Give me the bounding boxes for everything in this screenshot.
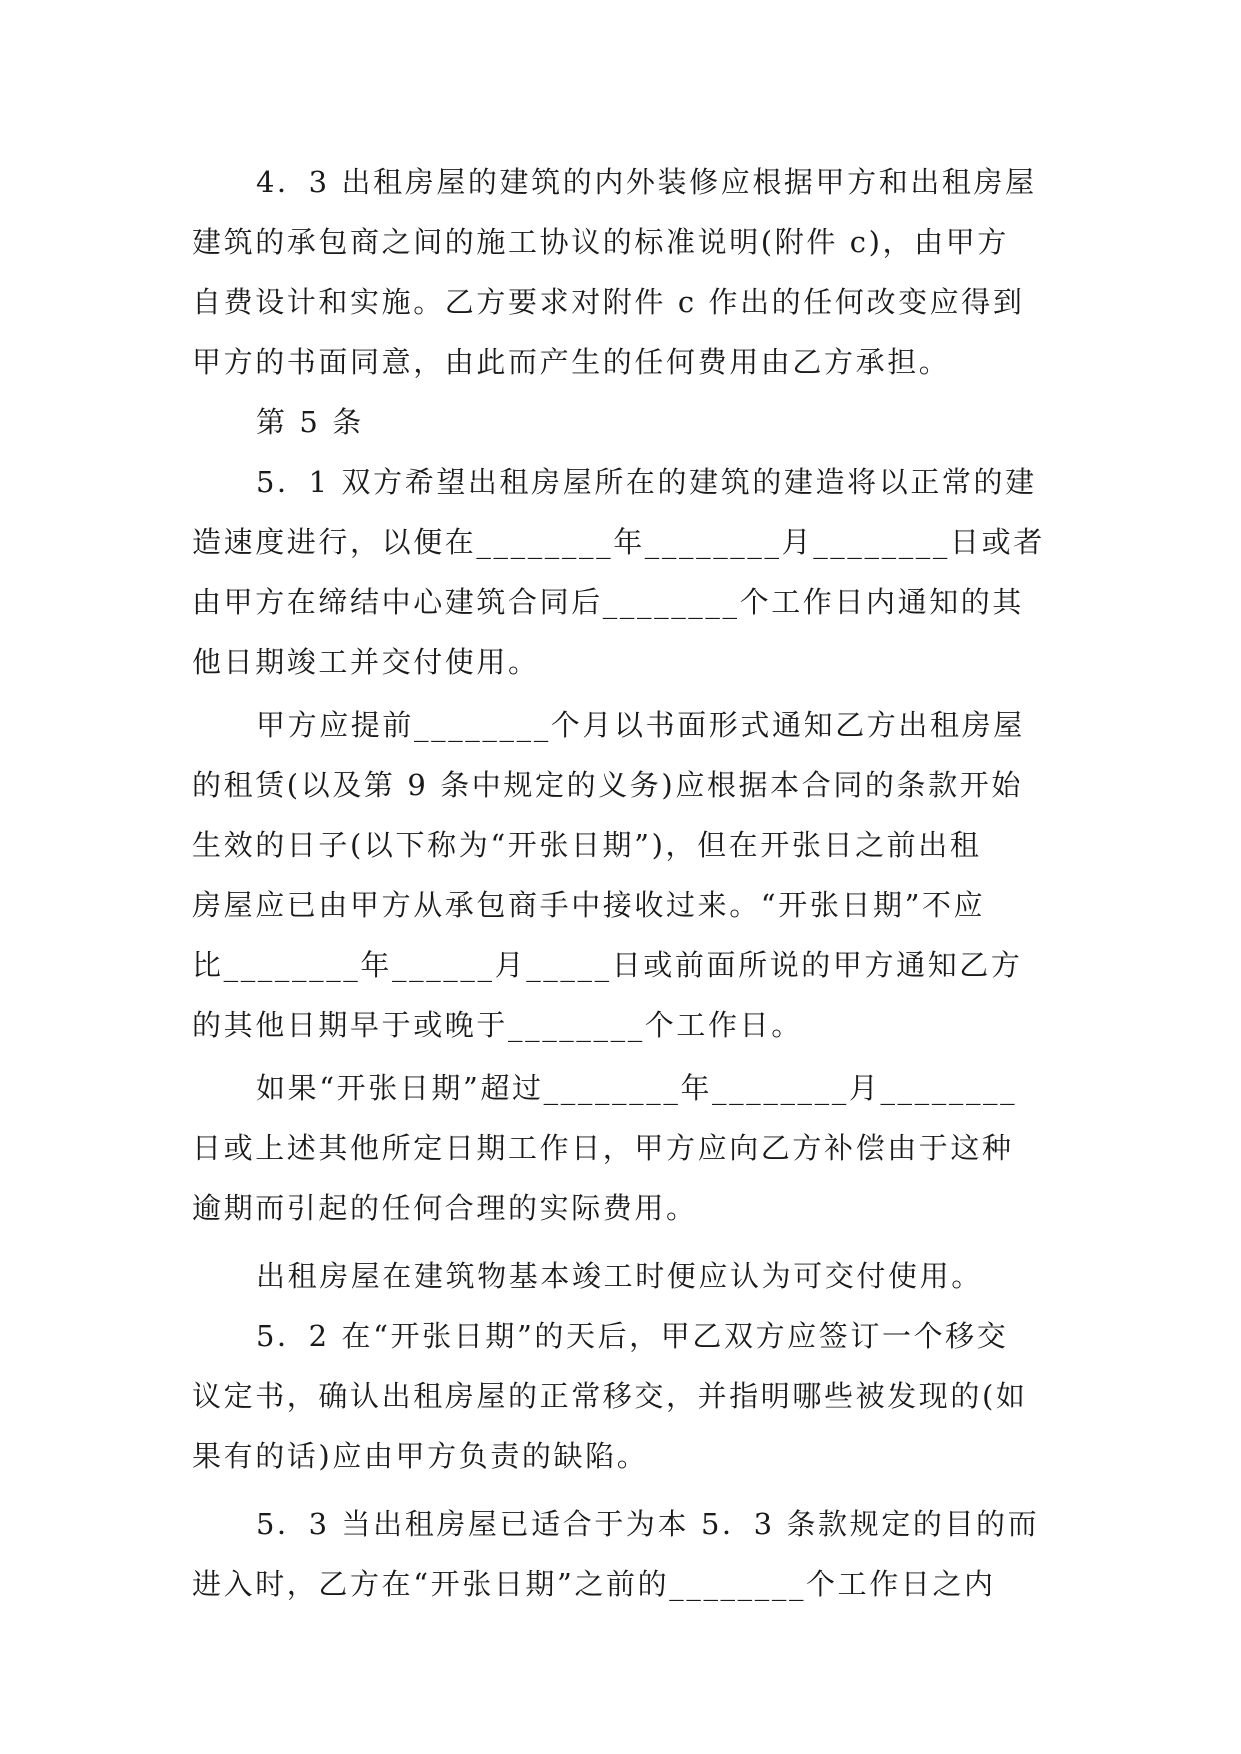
text-line: 5．3 当出租房屋已适合于为本 5．3 条款规定的目的而 — [256, 1507, 1040, 1541]
text-line: 如果“开张日期”超过________年________月________ — [256, 1071, 1018, 1105]
text-line: 5．1 双方希望出租房屋所在的建筑的建造将以正常的建 — [256, 465, 1037, 499]
text-line: 议定书，确认出租房屋的正常移交，并指明哪些被发现的(如 — [192, 1379, 1028, 1413]
text-line: 甲方应提前________个月以书面形式通知乙方出租房屋 — [256, 708, 1025, 742]
text-line: 日或上述其他所定日期工作日，甲方应向乙方补偿由于这种 — [192, 1131, 1014, 1165]
text-line: 生效的日子(以下称为“开张日期”)，但在开张日之前出租 — [192, 828, 982, 862]
text-line: 造速度进行，以便在________年________月________日或者 — [192, 525, 1045, 559]
text-line: 由甲方在缔结中心建筑合同后________个工作日内通知的其 — [192, 585, 1025, 619]
text-line: 的租赁(以及第 9 条中规定的义务)应根据本合同的条款开始 — [192, 768, 1023, 802]
document-page — [192, 152, 1052, 1614]
text-line: 5．2 在“开张日期”的天后，甲乙双方应签订一个移交 — [256, 1319, 1009, 1353]
text-line: 比________年______月_____日或前面所说的甲方通知乙方 — [192, 948, 1023, 982]
text-line: 4．3 出租房屋的建筑的内外装修应根据甲方和出租房屋 — [256, 165, 1037, 199]
text-line: 果有的话)应由甲方负责的缺陷。 — [192, 1439, 649, 1473]
text-line: 进入时，乙方在“开张日期”之前的________个工作日之内 — [192, 1567, 996, 1601]
text-line: 甲方的书面同意，由此而产生的任何费用由乙方承担。 — [192, 345, 951, 379]
text-line: 建筑的承包商之间的施工协议的标准说明(附件 c)，由甲方 — [192, 225, 1009, 259]
text-line: 房屋应已由甲方从承包商手中接收过来。“开张日期”不应 — [192, 888, 986, 922]
text-line: 出租房屋在建筑物基本竣工时便应认为可交付使用。 — [256, 1259, 983, 1293]
text-line: 自费设计和实施。乙方要求对附件 c 作出的任何改变应得到 — [192, 285, 1025, 319]
text-line: 他日期竣工并交付使用。 — [192, 645, 540, 679]
article-heading: 第 5 条 — [256, 405, 364, 439]
text-line: 的其他日期早于或晚于________个工作日。 — [192, 1008, 803, 1042]
text-line: 逾期而引起的任何合理的实际费用。 — [192, 1191, 698, 1225]
